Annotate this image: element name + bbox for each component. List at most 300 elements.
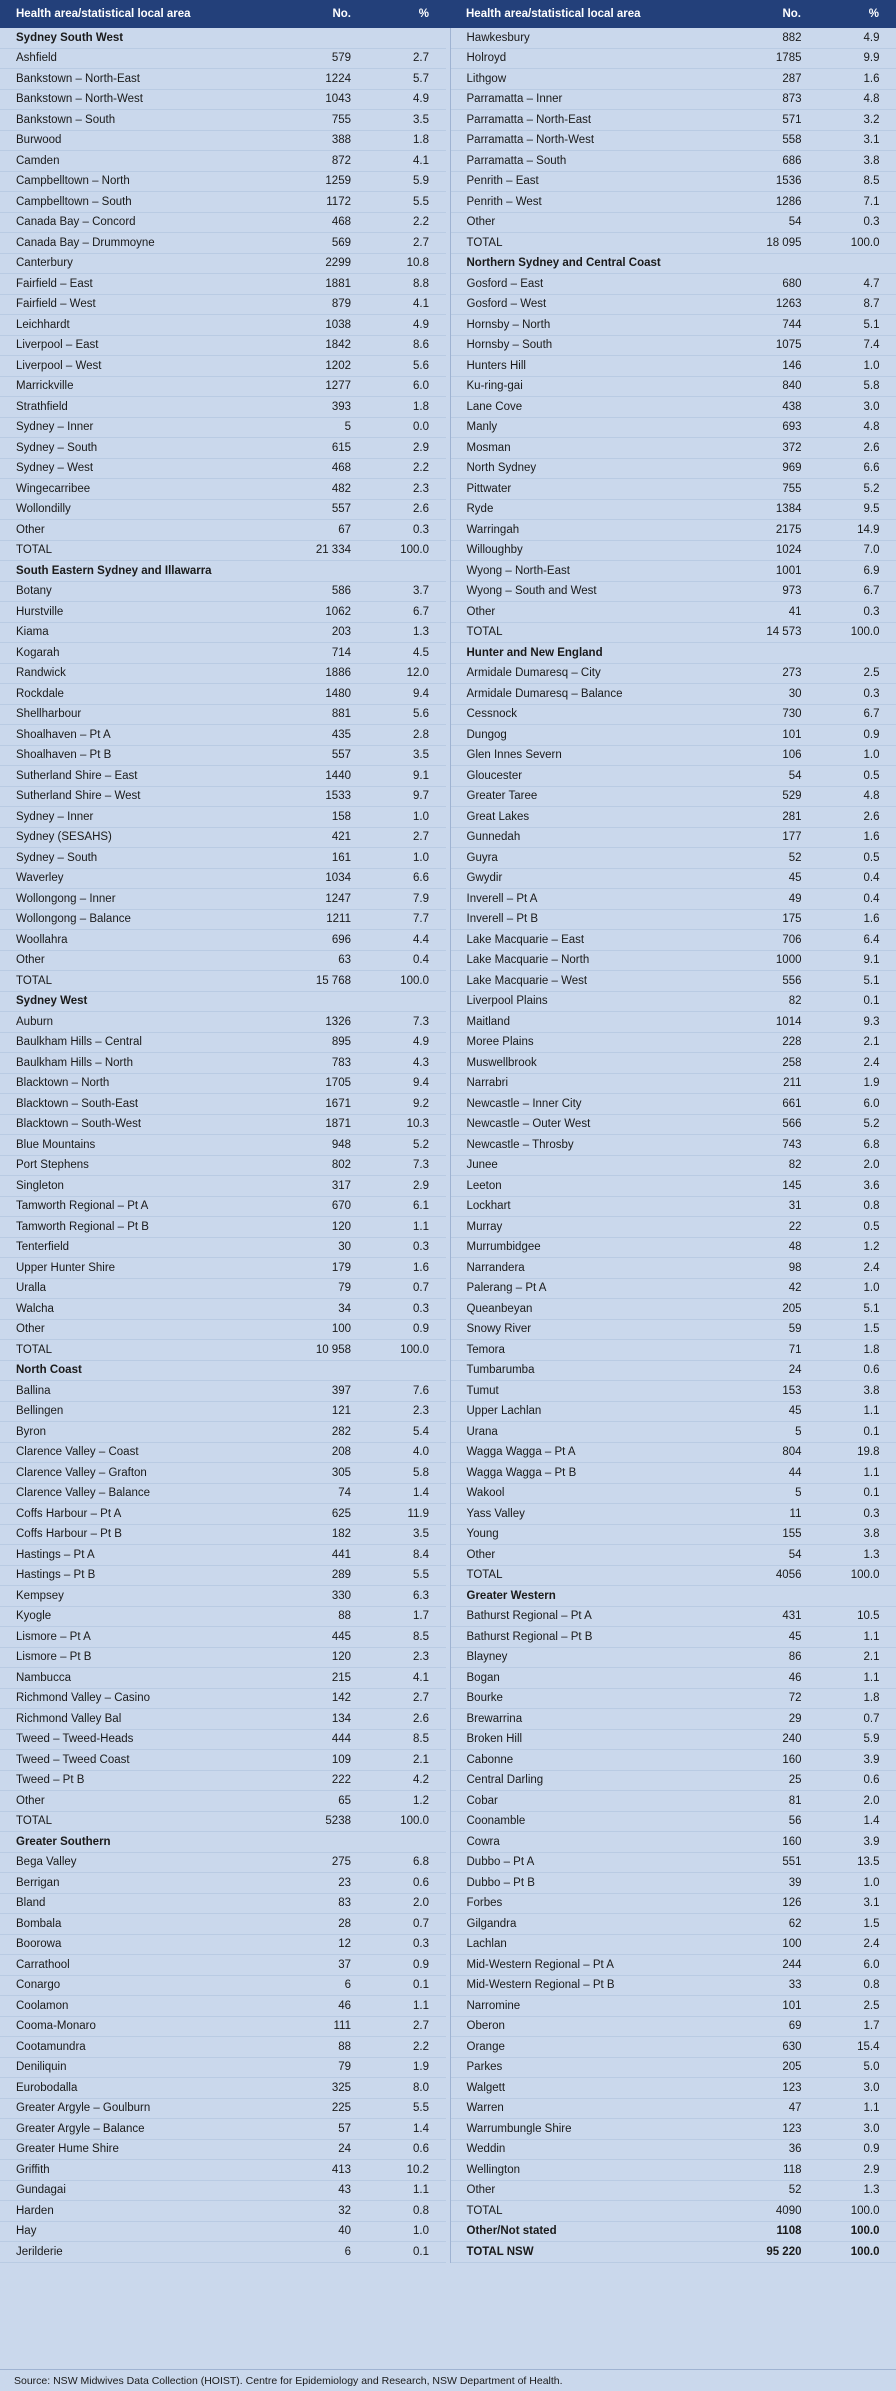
count-value: 431	[782, 1610, 802, 1623]
area-name: Dungog	[466, 728, 507, 741]
table-row	[451, 438, 896, 459]
area-name: Wagga Wagga – Pt B	[466, 1466, 577, 1479]
count-value: 63	[338, 954, 351, 967]
percent-value: 8.5	[863, 175, 880, 188]
left-column	[0, 28, 446, 2263]
percent-value: 5.5	[413, 1569, 429, 1582]
percent-value: 8.8	[413, 277, 429, 290]
count-value: 46	[788, 1671, 802, 1684]
percent-value: 9.2	[413, 1097, 429, 1110]
count-value: 330	[331, 1589, 351, 1602]
percent-value: 8.7	[863, 298, 880, 311]
area-name: Sydney (SESAHS)	[16, 831, 112, 844]
count-value: 468	[331, 462, 351, 475]
count-value: 123	[782, 2122, 802, 2135]
percent-value: 0.1	[863, 995, 880, 1008]
area-name: Bankstown – North-East	[16, 72, 141, 85]
count-value: 106	[782, 749, 802, 762]
count-value: 12	[338, 1938, 351, 1951]
count-value: 79	[338, 2061, 351, 2074]
count-value: 1108	[776, 2225, 802, 2238]
area-name: Central Darling	[466, 1774, 544, 1787]
percent-value: 10.5	[857, 1610, 880, 1623]
percent-value: 6.7	[863, 708, 880, 721]
percent-value: 0.9	[413, 1323, 429, 1336]
count-value: 182	[331, 1528, 351, 1541]
table-row	[451, 1238, 896, 1259]
table-row	[0, 2201, 446, 2222]
area-name: Wollongong – Inner	[16, 892, 116, 905]
table-row	[451, 172, 896, 193]
percent-value: 14.9	[857, 523, 880, 536]
count-value: 24	[338, 2143, 351, 2156]
area-name: Greater Taree	[466, 790, 538, 803]
area-name: Wollondilly	[16, 503, 71, 516]
area-name: Berrigan	[16, 1876, 60, 1889]
area-name: Conargo	[16, 1979, 61, 1992]
table-row	[451, 1197, 896, 1218]
count-value: 1785	[775, 52, 802, 65]
count-value: 54	[788, 769, 802, 782]
total-row	[0, 1812, 446, 1833]
table-row	[0, 1115, 446, 1136]
table-row	[451, 1135, 896, 1156]
table-row	[0, 172, 446, 193]
percent-value: 5.1	[863, 1302, 880, 1315]
count-value: 881	[331, 708, 351, 721]
table-row	[0, 1402, 446, 1423]
area-name: Hastings – Pt B	[16, 1569, 96, 1582]
count-value: 895	[331, 1036, 351, 1049]
count-value: 686	[782, 154, 802, 167]
area-name: Cessnock	[466, 708, 517, 721]
area-name: Tumut	[466, 1384, 499, 1397]
table-row	[0, 2181, 446, 2202]
percent-value: 0.4	[863, 872, 880, 885]
area-name: Liverpool – West	[16, 359, 102, 372]
area-name: Young	[466, 1528, 499, 1541]
percent-value: 5.2	[863, 482, 880, 495]
count-value: 1211	[326, 913, 351, 926]
area-name: TOTAL	[466, 236, 503, 249]
area-name: Cobar	[466, 1794, 498, 1807]
area-name: Sydney – Inner	[16, 810, 94, 823]
count-value: 755	[782, 482, 802, 495]
percent-value: 2.3	[413, 482, 429, 495]
table-row	[0, 2160, 446, 2181]
area-name: Lismore – Pt A	[16, 1630, 91, 1643]
count-value: 5	[795, 1425, 802, 1438]
percent-value: 9.4	[413, 687, 429, 700]
table-row	[451, 1668, 896, 1689]
percent-value: 100.0	[400, 1343, 429, 1356]
table-row	[451, 1504, 896, 1525]
percent-value: 6.1	[413, 1200, 429, 1213]
table-row	[0, 49, 446, 70]
count-value: 1075	[775, 339, 802, 352]
percent-value: 4.1	[413, 298, 429, 311]
table-row	[451, 418, 896, 439]
area-name: Brewarrina	[466, 1712, 523, 1725]
percent-value: 0.6	[863, 1774, 880, 1787]
count-value: 69	[788, 2020, 802, 2033]
table-row	[0, 1463, 446, 1484]
percent-value: 0.3	[863, 216, 880, 229]
count-value: 1024	[775, 544, 802, 557]
table-row	[451, 2181, 896, 2202]
percent-value: 2.5	[863, 667, 880, 680]
table-row	[451, 90, 896, 111]
table-row	[451, 274, 896, 295]
area-name: Sydney – Inner	[16, 421, 94, 434]
count-value: 1263	[775, 298, 802, 311]
percent-value: 0.3	[413, 523, 429, 536]
area-name: Gosford – East	[466, 277, 544, 290]
area-name: Clarence Valley – Coast	[16, 1446, 139, 1459]
percent-value: 5.6	[413, 708, 429, 721]
percent-value: 0.8	[413, 2204, 429, 2217]
table-row	[0, 1238, 446, 1259]
table-row	[0, 787, 446, 808]
percent-value: 1.0	[413, 851, 429, 864]
percent-value: 0.7	[863, 1712, 880, 1725]
percent-value: 2.0	[413, 1897, 429, 1910]
table-row	[451, 807, 896, 828]
percent-value: 2.9	[413, 1179, 429, 1192]
area-name: Temora	[466, 1343, 505, 1356]
count-value: 1384	[775, 503, 802, 516]
percent-value: 9.1	[863, 954, 880, 967]
count-value: 208	[331, 1446, 351, 1459]
count-value: 840	[782, 380, 802, 393]
count-value: 5	[344, 421, 351, 434]
count-value: 468	[331, 216, 351, 229]
table-row	[451, 541, 896, 562]
header-area-label: Health area/statistical local area	[466, 8, 641, 20]
area-name: Parramatta – Inner	[466, 93, 563, 106]
table-row	[451, 1258, 896, 1279]
area-name: Queanbeyan	[466, 1302, 533, 1315]
count-value: 397	[331, 1384, 351, 1397]
table-row	[451, 1156, 896, 1177]
table-row	[451, 1771, 896, 1792]
percent-value: 0.4	[413, 954, 429, 967]
area-name: Gundagai	[16, 2184, 66, 2197]
area-name: Upper Lachlan	[466, 1405, 542, 1418]
count-value: 86	[788, 1651, 802, 1664]
count-value: 706	[782, 933, 802, 946]
count-value: 109	[331, 1753, 351, 1766]
percent-value: 7.6	[413, 1384, 429, 1397]
area-name: Hurstville	[16, 605, 64, 618]
count-value: 1277	[325, 380, 351, 393]
area-name: Hastings – Pt A	[16, 1548, 95, 1561]
table-row	[0, 623, 446, 644]
table-row	[0, 254, 446, 275]
table-row	[0, 602, 446, 623]
count-value: 445	[331, 1630, 351, 1643]
count-value: 696	[331, 933, 351, 946]
percent-value: 1.7	[413, 1610, 429, 1623]
table-row	[451, 315, 896, 336]
count-value: 37	[338, 1958, 351, 1971]
area-name: Parramatta – North-West	[466, 134, 595, 147]
count-value: 45	[788, 872, 802, 885]
count-value: 31	[788, 1200, 802, 1213]
table-row	[451, 582, 896, 603]
percent-value: 5.7	[413, 72, 429, 85]
count-value: 74	[338, 1487, 351, 1500]
table-row	[0, 828, 446, 849]
percent-value: 5.9	[863, 1733, 880, 1746]
count-value: 730	[782, 708, 802, 721]
count-value: 802	[331, 1159, 351, 1172]
percent-value: 1.7	[863, 2020, 880, 2033]
percent-value: 3.0	[863, 2081, 880, 2094]
count-value: 54	[788, 1548, 802, 1561]
table-row	[0, 1258, 446, 1279]
table-row	[0, 2119, 446, 2140]
percent-value: 2.6	[863, 441, 880, 454]
percent-value: 2.3	[413, 1405, 429, 1418]
percent-value: 2.7	[413, 2020, 429, 2033]
count-value: 1224	[325, 72, 351, 85]
area-name: Palerang – Pt A	[466, 1282, 547, 1295]
percent-value: 4.2	[413, 1774, 429, 1787]
count-value: 244	[782, 1958, 802, 1971]
area-name: Parramatta – North-East	[466, 113, 592, 126]
area-name: Bathurst Regional – Pt A	[466, 1610, 592, 1623]
table-row	[0, 295, 446, 316]
table-row	[451, 2058, 896, 2079]
count-value: 120	[331, 1220, 351, 1233]
area-name: Cooma-Monaro	[16, 2020, 96, 2033]
area-name: Blayney	[466, 1651, 508, 1664]
count-value: 101	[782, 1999, 802, 2012]
percent-value: 4.7	[863, 277, 880, 290]
percent-value: 3.0	[863, 2122, 880, 2135]
percent-value: 1.1	[413, 2184, 429, 2197]
count-value: 120	[331, 1651, 351, 1664]
count-value: 1172	[326, 195, 351, 208]
table-row	[0, 582, 446, 603]
percent-value: 1.8	[413, 134, 429, 147]
table-row	[451, 828, 896, 849]
table-row	[0, 1033, 446, 1054]
count-value: 435	[331, 728, 351, 741]
count-value: 33	[788, 1979, 802, 1992]
area-name: Junee	[466, 1159, 498, 1172]
count-value: 222	[331, 1774, 351, 1787]
count-value: 1062	[325, 605, 351, 618]
area-name: Bellingen	[16, 1405, 64, 1418]
table-row	[0, 315, 446, 336]
area-name: Harden	[16, 2204, 54, 2217]
area-name: Walgett	[466, 2081, 506, 2094]
count-value: 71	[788, 1343, 802, 1356]
area-name: Kyogle	[16, 1610, 52, 1623]
percent-value: 1.8	[863, 1692, 880, 1705]
summary-row	[451, 2222, 896, 2243]
area-name: TOTAL NSW	[466, 2245, 534, 2258]
percent-value: 1.8	[863, 1343, 880, 1356]
area-name: Liverpool – East	[16, 339, 99, 352]
percent-value: 9.5	[863, 503, 880, 516]
count-value: 32	[338, 2204, 351, 2217]
table-row	[451, 1976, 896, 1997]
percent-value: 100.0	[850, 2225, 880, 2238]
count-value: 18 095	[766, 236, 802, 249]
count-value: 1536	[775, 175, 802, 188]
percent-value: 6.4	[863, 933, 880, 946]
percent-value: 1.0	[863, 1876, 880, 1889]
area-name: Lithgow	[466, 72, 507, 85]
table-row	[0, 151, 446, 172]
percent-value: 7.3	[413, 1159, 429, 1172]
count-value: 23	[338, 1876, 351, 1889]
area-name: Other	[466, 1548, 496, 1561]
count-value: 1671	[325, 1097, 351, 1110]
count-value: 45	[788, 1630, 802, 1643]
table-row	[0, 479, 446, 500]
area-name: Penrith – East	[466, 175, 539, 188]
area-name: Boorowa	[16, 1938, 62, 1951]
count-value: 1001	[775, 564, 802, 577]
percent-value: 0.3	[413, 1302, 429, 1315]
table-row	[451, 1033, 896, 1054]
table-row	[0, 1668, 446, 1689]
percent-value: 0.3	[863, 687, 880, 700]
table-row	[0, 274, 446, 295]
area-name: Port Stephens	[16, 1159, 89, 1172]
area-name: Wingecarribee	[16, 482, 91, 495]
count-value: 579	[331, 52, 351, 65]
total-row	[0, 1340, 446, 1361]
percent-value: 0.7	[413, 1917, 429, 1930]
table-row	[451, 725, 896, 746]
area-name: Shoalhaven – Pt A	[16, 728, 111, 741]
section-heading	[451, 1586, 896, 1607]
table-row	[451, 561, 896, 582]
area-name: Broken Hill	[466, 1733, 523, 1746]
percent-value: 0.3	[863, 1507, 880, 1520]
percent-value: 7.4	[863, 339, 880, 352]
count-value: 56	[788, 1815, 802, 1828]
area-name: Dubbo – Pt B	[466, 1876, 535, 1889]
area-name: Other	[466, 216, 496, 229]
count-value: 161	[331, 851, 351, 864]
area-name: Yass Valley	[466, 1507, 525, 1520]
table-row	[0, 90, 446, 111]
table-row	[451, 49, 896, 70]
percent-value: 1.1	[863, 1671, 880, 1684]
count-value: 111	[333, 2020, 351, 2033]
percent-value: 6.6	[413, 872, 429, 885]
area-name: Sutherland Shire – West	[16, 790, 141, 803]
count-value: 158	[331, 810, 351, 823]
header-left	[0, 0, 446, 28]
area-name: Inverell – Pt A	[466, 892, 538, 905]
table-row	[0, 1012, 446, 1033]
table-row	[0, 1730, 446, 1751]
table-row	[451, 889, 896, 910]
count-value: 873	[782, 93, 802, 106]
area-name: Lake Macquarie – West	[466, 974, 588, 987]
area-name: Tumbarumba	[466, 1364, 535, 1377]
percent-value: 10.2	[406, 2163, 429, 2176]
table-row	[451, 684, 896, 705]
percent-value: 2.2	[413, 216, 429, 229]
table-row	[0, 131, 446, 152]
table-row	[451, 2119, 896, 2140]
table-row	[0, 1894, 446, 1915]
section-heading	[0, 1832, 446, 1853]
count-value: 41	[788, 605, 802, 618]
table-row	[451, 397, 896, 418]
percent-value: 1.1	[863, 1466, 880, 1479]
area-name: Canterbury	[16, 257, 73, 270]
area-name: Burwood	[16, 134, 62, 147]
section-heading	[451, 643, 896, 664]
count-value: 275	[331, 1856, 351, 1869]
percent-value: 1.0	[863, 749, 880, 762]
count-value: 59	[788, 1323, 802, 1336]
percent-value: 100.0	[850, 1569, 880, 1582]
area-name: Weddin	[466, 2143, 506, 2156]
area-name: Woollahra	[16, 933, 68, 946]
percent-value: 6.8	[413, 1856, 429, 1869]
percent-value: 7.9	[413, 892, 429, 905]
percent-value: 3.9	[863, 1753, 880, 1766]
count-value: 83	[338, 1897, 351, 1910]
percent-value: 3.7	[413, 585, 429, 598]
count-value: 153	[782, 1384, 802, 1397]
table-row	[0, 2017, 446, 2038]
area-name: Blacktown – North	[16, 1077, 110, 1090]
area-name: TOTAL	[466, 626, 503, 639]
percent-value: 3.0	[863, 400, 880, 413]
count-value: 179	[331, 1261, 351, 1274]
count-value: 1480	[325, 687, 351, 700]
area-name: Lachlan	[466, 1938, 507, 1951]
percent-value: 2.8	[413, 728, 429, 741]
table-row	[0, 1279, 446, 1300]
count-value: 388	[331, 134, 351, 147]
table-row	[0, 848, 446, 869]
area-name: Jerilderie	[16, 2245, 63, 2258]
table-row	[451, 1279, 896, 1300]
count-value: 317	[331, 1179, 351, 1192]
area-name: Gilgandra	[466, 1917, 517, 1930]
count-value: 15 768	[315, 974, 351, 987]
count-value: 34	[338, 1302, 351, 1315]
area-name: Walcha	[16, 1302, 54, 1315]
count-value: 872	[331, 154, 351, 167]
table-row	[451, 1299, 896, 1320]
count-value: 744	[782, 318, 802, 331]
area-name: TOTAL	[16, 544, 52, 557]
percent-value: 5.9	[413, 175, 429, 188]
area-name: Wellington	[466, 2163, 520, 2176]
percent-value: 1.9	[863, 1077, 880, 1090]
count-value: 1259	[325, 175, 351, 188]
table-row	[0, 1525, 446, 1546]
percent-value: 1.0	[413, 2225, 429, 2238]
count-value: 47	[788, 2102, 802, 2115]
area-name: Wyong – North-East	[466, 564, 570, 577]
count-value: 482	[331, 482, 351, 495]
count-value: 228	[782, 1036, 802, 1049]
